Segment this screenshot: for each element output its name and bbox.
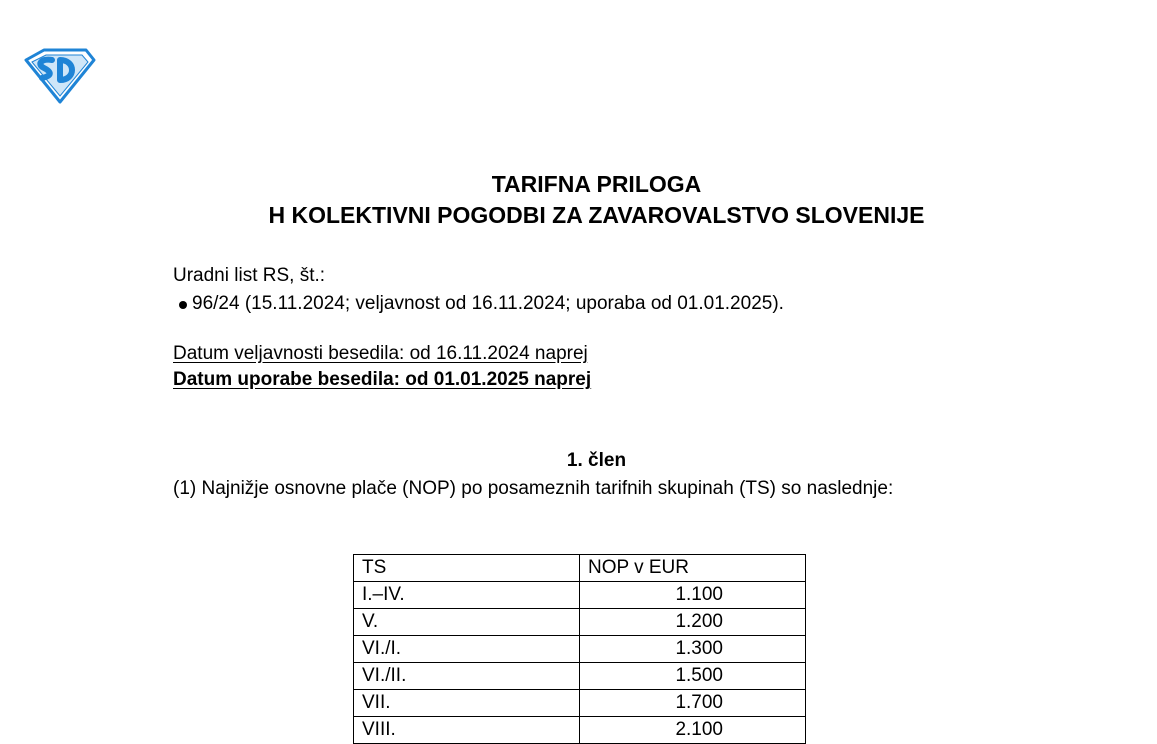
table-cell-nop: 1.700 — [580, 690, 806, 717]
article-paragraph — [138, 475, 1020, 502]
table-cell-ts: VII. — [354, 690, 580, 717]
table-row — [354, 690, 806, 717]
application-date: Datum uporabe besedila: od 01.01.2025 naprej — [173, 369, 592, 390]
table-header-cell: TS — [354, 555, 580, 582]
table-cell-ts: VI./I. — [354, 636, 580, 663]
official-gazette-item-text: 96/24 (15.11.2024; veljavnost od 16.11.2024; uporaba od 01.01.2025). — [192, 293, 784, 314]
article-paragraph-text: (1) Najnižje osnovne plače (NOP) po posameznih tarifnih skupinah (TS) so naslednje: — [173, 478, 894, 499]
table-cell-ts: I.–IV. — [354, 582, 580, 609]
article-heading: 1. člen — [566, 450, 627, 471]
official-gazette-label: Uradni list RS, št.: — [173, 265, 326, 286]
table-cell-nop: 1.500 — [580, 663, 806, 690]
tariff-table — [353, 554, 806, 744]
table-row — [354, 609, 806, 636]
official-gazette-item — [179, 291, 784, 317]
table-cell-nop: 1.200 — [580, 609, 806, 636]
table-row — [354, 582, 806, 609]
table-cell-ts: V. — [354, 609, 580, 636]
table-row — [354, 717, 806, 744]
table-row — [354, 636, 806, 663]
document-subtitle: H KOLEKTIVNI POGODBI ZA ZAVAROVALSTVO SLOVENIJE — [268, 202, 925, 228]
bullet-icon — [179, 301, 187, 309]
table-header-cell: NOP v EUR — [580, 555, 806, 582]
table-cell-nop: 1.300 — [580, 636, 806, 663]
zavarovalstvo-logo-icon — [22, 46, 96, 104]
table-cell-ts: VIII. — [354, 717, 580, 744]
table-cell-nop: 2.100 — [580, 717, 806, 744]
table-cell-ts: VI./II. — [354, 663, 580, 690]
validity-date: Datum veljavnosti besedila: od 16.11.2024 naprej — [173, 343, 588, 364]
table-cell-nop: 1.100 — [580, 582, 806, 609]
document-title: TARIFNA PRILOGA — [491, 171, 702, 197]
table-header-row — [354, 555, 806, 582]
table-row — [354, 663, 806, 690]
